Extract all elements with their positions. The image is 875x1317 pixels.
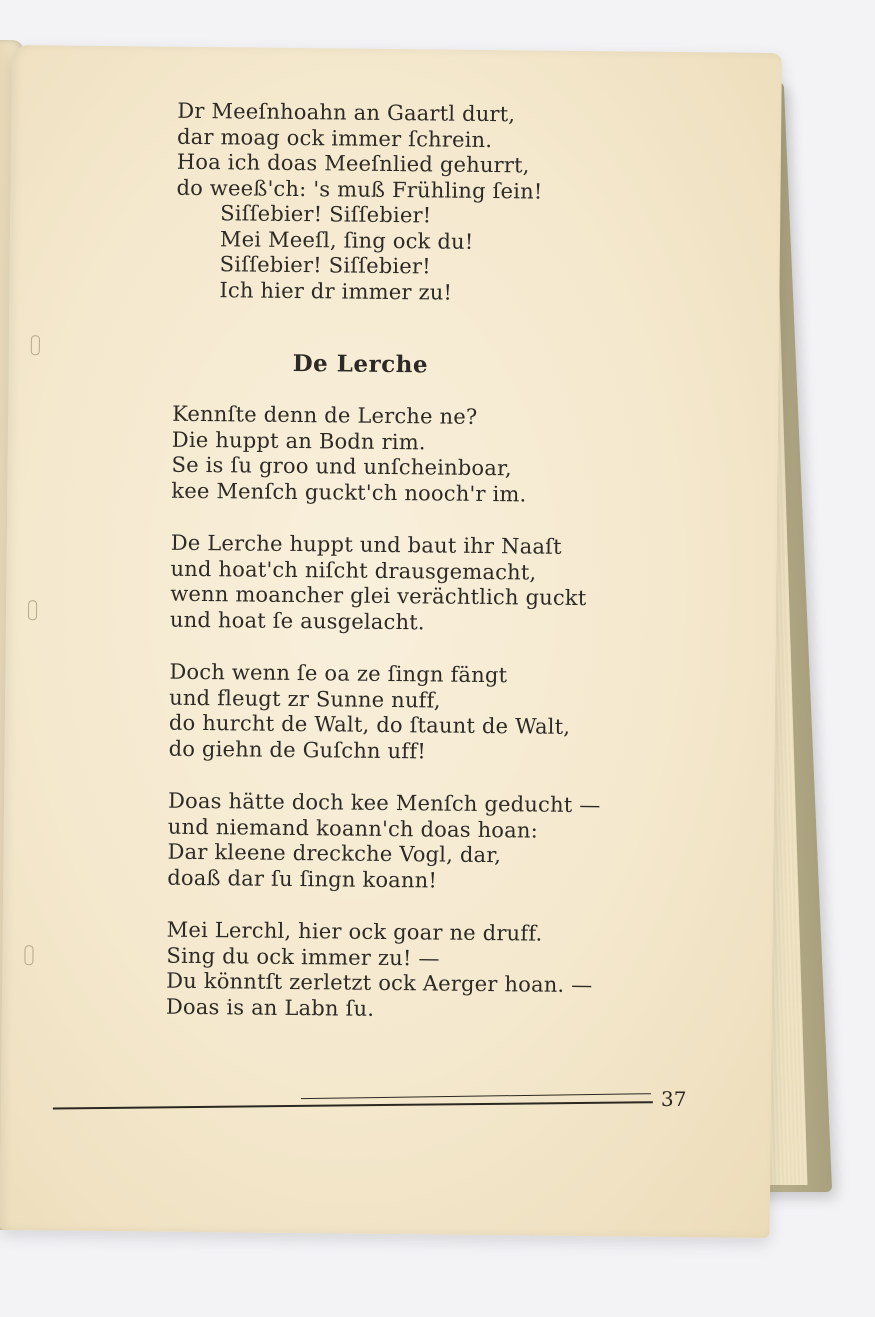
page-number: 37 (660, 1086, 687, 1112)
poem-line: dar moag ock immer ſchrein. (176, 124, 493, 152)
stanza (170, 531, 603, 638)
poem-line: Doas is an Labn ſu. (165, 994, 375, 1021)
binding-thread (31, 335, 40, 355)
poem-line: De Lerche huppt und baut ihr Naaſt (170, 530, 562, 559)
poem-line: Doch wenn ſe oa ze ſingn fängt (169, 659, 508, 688)
binding-thread (24, 945, 33, 965)
stanza (169, 660, 602, 767)
refrain-line: Ich hier dr immer zu! (219, 277, 453, 305)
footer-rule (53, 1101, 653, 1109)
poem-body (166, 402, 605, 1051)
poem-title: De Lerche (292, 349, 429, 379)
poem-line: Doas hätte doch kee Menſch geducht — (167, 788, 601, 818)
poem-line: doaß dar ſu ſingn koann! (167, 865, 438, 892)
poem-line: Die huppt an Bodn rim. (171, 427, 426, 454)
poem-line: do giehn de Guſchn uff! (168, 736, 427, 763)
stanza (166, 918, 599, 1025)
previous-poem-ending (175, 99, 543, 307)
poem-line: Se is ſu groo und unſcheinboar, (171, 452, 512, 481)
poem-line: Hoa ich doas Meeſnlied gehurrt, (176, 149, 530, 178)
binding-thread (28, 600, 37, 620)
poem-line: Sing du ock immer zu! — (166, 943, 440, 971)
poem-line: Mei Lerchl, hier ock goar ne druff. (166, 917, 543, 946)
stanza (171, 402, 604, 509)
book-page (0, 45, 782, 1238)
poem-line: do weeß'ch: 's muß Frühling ſein! (176, 175, 543, 204)
poem-line: und hoat ſe ausgelacht. (169, 607, 425, 634)
stanza (167, 789, 600, 896)
poem-line: do hurcht de Walt, do ſtaunt de Walt, (168, 710, 571, 739)
refrain-line: Siſſebier! Siſſebier! (219, 252, 431, 279)
poem-line: und hoat'ch niſcht drausgemacht, (170, 556, 537, 585)
poem-line: Du könntſt zerletzt ock Aerger hoan. — (166, 968, 593, 998)
footer-rule-short (301, 1093, 651, 1099)
refrain-line: Mei Meeſl, ſing ock du! (219, 226, 474, 254)
poem-line: Dar kleene dreckche Vogl, dar, (167, 839, 502, 868)
poem-line: wenn moancher glei verächtlich guckt (170, 581, 587, 611)
refrain-line: Siſſebier! Siſſebier! (220, 201, 432, 228)
poem-line: und niemand koann'ch doas hoan: (167, 814, 539, 843)
poem-line: kee Menſch guckt'ch nooch'r im. (171, 478, 527, 506)
poem-line: und fleugt zr Sunne nuff, (169, 685, 441, 713)
poem-line: Kennſte denn de Lerche ne? (172, 401, 478, 429)
poem-line: Dr Meeſnhoahn an Gaartl durt, (177, 98, 516, 127)
